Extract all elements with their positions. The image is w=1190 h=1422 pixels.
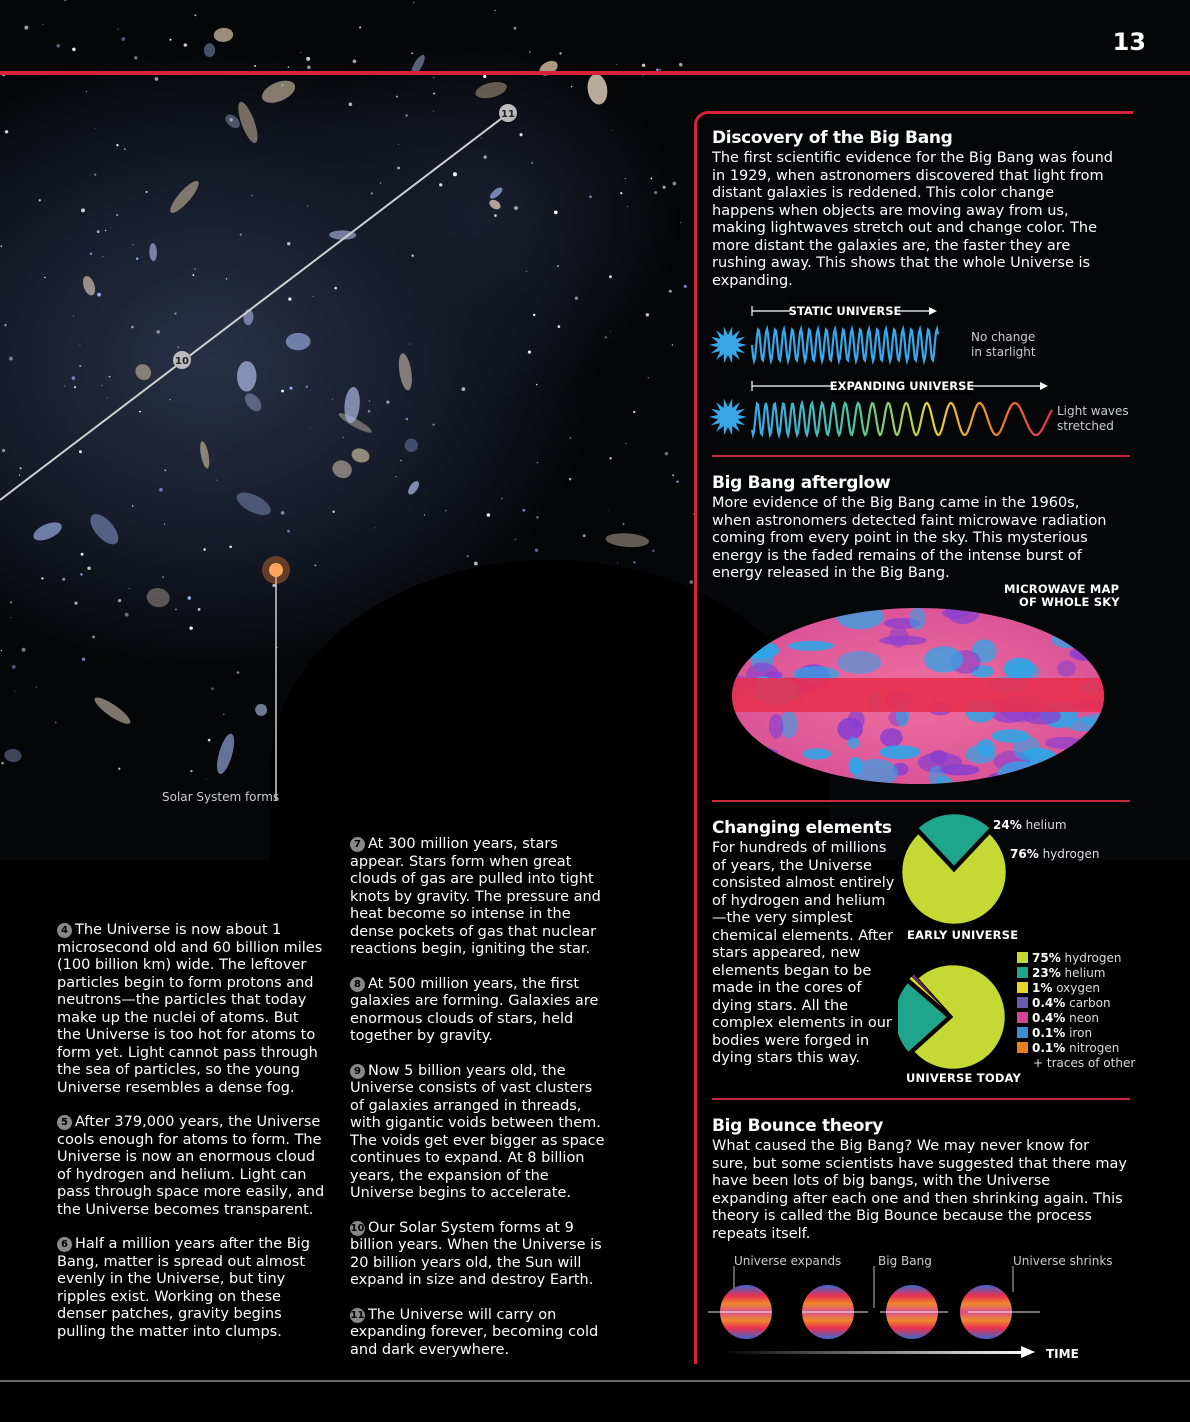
legend-item-oxygen bbox=[1017, 981, 1100, 996]
step-8 bbox=[350, 976, 605, 1046]
step-number: 7 bbox=[350, 837, 365, 852]
legend-item-neon bbox=[1017, 1011, 1099, 1026]
step-text: At 300 million years, stars appear. Stars form when great clouds of gas are pulled into tight knots by gravity. The pressure and heat become so intense in the dense pockets of gas that nuclear reactions begin, igniting the star. bbox=[350, 836, 601, 957]
step-number: 5 bbox=[57, 1115, 72, 1130]
legend-pct: 0.4% bbox=[1032, 996, 1066, 1010]
step-text: Now 5 billion years old, the Universe consists of vast clusters of galaxies arranged in threads, with gigantic voids between them. The voids get ever bigger as space continues to expand. At 8 billion years, the expansion of the Universe begins to accelerate. bbox=[350, 1062, 605, 1201]
solar-system-label: Solar System forms bbox=[162, 790, 280, 804]
legend-item-hydrogen bbox=[1017, 951, 1122, 966]
legend-name: iron bbox=[1065, 1026, 1093, 1040]
early-universe-label: EARLY UNIVERSE bbox=[907, 928, 1019, 942]
legend-name: oxygen bbox=[1052, 981, 1100, 995]
legend-item-iron bbox=[1017, 1026, 1092, 1041]
steps-column-2 bbox=[350, 836, 605, 1376]
section-divider bbox=[712, 1098, 1130, 1100]
legend-swatch bbox=[1017, 967, 1028, 978]
step-number: 6 bbox=[57, 1237, 72, 1252]
step-number: 10 bbox=[350, 1222, 365, 1234]
legend-item-helium bbox=[1017, 966, 1106, 981]
legend-pct: 0.1% bbox=[1032, 1041, 1066, 1055]
legend-name: neon bbox=[1065, 1011, 1100, 1025]
static-note-line-2: in starlight bbox=[971, 345, 1036, 359]
page-number: 13 bbox=[1112, 28, 1146, 56]
discovery-body: The first scientific evidence for the Big Bang was found in 1929, when astronomers discovered that light from distant galaxies is reddened. This color change happens when objects are moving away from us, making lightwaves stretch out and change color. The more distant the galaxies are, the faster they are rushing away. This shows that the whole Universe is expanding. bbox=[712, 150, 1114, 289]
section-divider bbox=[712, 800, 1130, 802]
legend-swatch bbox=[1017, 1027, 1028, 1038]
universe-today-pie bbox=[898, 955, 1018, 1075]
early-hydrogen-label bbox=[1010, 847, 1100, 862]
legend-swatch bbox=[1017, 1012, 1028, 1023]
legend-swatch bbox=[1017, 952, 1028, 963]
static-universe-label: STATIC UNIVERSE bbox=[788, 304, 902, 318]
legend-pct: 0.4% bbox=[1032, 1011, 1066, 1025]
marker-11-label: 11 bbox=[501, 109, 515, 120]
universe-today-label: UNIVERSE TODAY bbox=[906, 1071, 1022, 1085]
step-text: After 379,000 years, the Universe cools enough for atoms to form. The Universe is now an enormous cloud of hydrogen and helium. Light can pass through space more easily, and the Universe becomes transparent. bbox=[57, 1114, 325, 1218]
pct: 24% bbox=[993, 818, 1022, 832]
legend-item-carbon bbox=[1017, 996, 1111, 1011]
universe-shrinks-label: Universe shrinks bbox=[1013, 1254, 1113, 1268]
step-6 bbox=[57, 1236, 325, 1341]
legend-swatch bbox=[1017, 997, 1028, 1008]
expanding-note-line-2: stretched bbox=[1057, 419, 1114, 433]
step-text: Half a million years after the Big Bang, matter is spread out almost evenly in the Universe, but tiny ripples exist. Working on these denser patches, gravity begins pulling the matter into clumps. bbox=[57, 1236, 310, 1340]
element-name: helium bbox=[1025, 818, 1067, 832]
legend-name: carbon bbox=[1065, 996, 1111, 1010]
marker-11 bbox=[499, 104, 517, 122]
static-note-line-1: No change bbox=[971, 330, 1036, 344]
step-number: 9 bbox=[350, 1064, 365, 1079]
big-bounce-diagram bbox=[700, 1262, 1120, 1372]
afterglow-body: More evidence of the Big Bang came in the 1960s, when astronomers detected faint microwave radiation coming from every point in the sky. This mysterious energy is the faded remains of the intense burst of energy released in the Big Bang. bbox=[712, 495, 1107, 581]
legend-swatch bbox=[1017, 1042, 1028, 1053]
section-divider bbox=[712, 455, 1130, 457]
traces-label: + traces of other bbox=[1033, 1056, 1136, 1070]
bounce-body: What caused the Big Bang? We may never know for sure, but some scientists have suggested that there may have been lots of big bangs, with the Universe expanding after each one and then shrinking again. This theory is called the Big Bounce because the process repeats itself. bbox=[712, 1138, 1127, 1242]
step-11 bbox=[350, 1307, 605, 1360]
step-number: 11 bbox=[350, 1309, 365, 1321]
afterglow-title: Big Bang afterglow bbox=[712, 473, 891, 493]
star-icon bbox=[709, 327, 747, 364]
step-number: 4 bbox=[57, 923, 72, 938]
legend-name: helium bbox=[1060, 966, 1106, 980]
legend-name: hydrogen bbox=[1060, 951, 1122, 965]
legend-pct: 1% bbox=[1032, 981, 1053, 995]
top-rule bbox=[0, 71, 1190, 75]
step-5 bbox=[57, 1114, 325, 1219]
expanding-note-line-1: Light waves bbox=[1057, 404, 1129, 418]
step-7 bbox=[350, 836, 605, 959]
legend-item-nitrogen bbox=[1017, 1041, 1119, 1056]
microwave-map bbox=[730, 606, 1110, 786]
pct: 76% bbox=[1010, 847, 1039, 861]
step-9 bbox=[350, 1063, 605, 1203]
discovery-title: Discovery of the Big Bang bbox=[712, 128, 953, 148]
time-label: TIME bbox=[1046, 1347, 1079, 1361]
step-4 bbox=[57, 922, 325, 1097]
step-text: The Universe will carry on expanding forever, becoming cold and dark everywhere. bbox=[350, 1306, 599, 1358]
steps-column-1 bbox=[57, 922, 325, 1358]
legend-pct: 0.1% bbox=[1032, 1026, 1066, 1040]
step-number: 8 bbox=[350, 977, 365, 992]
elements-body: For hundreds of millions of years, the Universe consisted almost entirely of hydrogen and helium —the very simplest chemical elements. After stars appeared, new elements began to be made in the cores of dying stars. All the complex elements in our bodies were forged in dying stars this way. bbox=[712, 840, 895, 1066]
bottom-rule bbox=[0, 1380, 1190, 1382]
bounce-title: Big Bounce theory bbox=[712, 1116, 884, 1136]
legend-pct: 23% bbox=[1032, 966, 1061, 980]
early-helium-label bbox=[993, 818, 1067, 833]
legend-swatch bbox=[1017, 982, 1028, 993]
redshift-diagram bbox=[700, 295, 1140, 455]
microwave-map-label-2: OF WHOLE SKY bbox=[1019, 595, 1120, 609]
star-icon bbox=[709, 399, 747, 436]
step-text: The Universe is now about 1 microsecond old and 60 billion miles (100 billion km) wide. The leftover particles begin to form protons and neutrons—the particles that today make up the nuclei of atoms. But the Universe is too hot for atoms to form yet. Light cannot pass through the sea of particles, so the young Universe resembles a dense fog. bbox=[57, 922, 323, 1096]
universe-expands-label: Universe expands bbox=[734, 1254, 842, 1268]
step-text: At 500 million years, the first galaxies are forming. Galaxies are enormous clouds of stars, held together by gravity. bbox=[350, 975, 599, 1044]
microwave-map-label-1: MICROWAVE MAP bbox=[1004, 582, 1120, 596]
legend-pct: 75% bbox=[1032, 951, 1061, 965]
marker-10 bbox=[173, 351, 191, 369]
element-name: hydrogen bbox=[1042, 847, 1100, 861]
legend-name: nitrogen bbox=[1065, 1041, 1120, 1055]
step-10 bbox=[350, 1220, 605, 1290]
step-text: Our Solar System forms at 9 billion years. When the Universe is 20 billion years old, the Sun will expand in size and destroy Earth. bbox=[350, 1219, 602, 1288]
expanding-universe-label: EXPANDING UNIVERSE bbox=[829, 379, 975, 393]
elements-title: Changing elements bbox=[712, 818, 892, 838]
timeline-path bbox=[0, 0, 700, 820]
big-bang-label: Big Bang bbox=[878, 1254, 932, 1268]
marker-10-label: 10 bbox=[175, 356, 189, 367]
